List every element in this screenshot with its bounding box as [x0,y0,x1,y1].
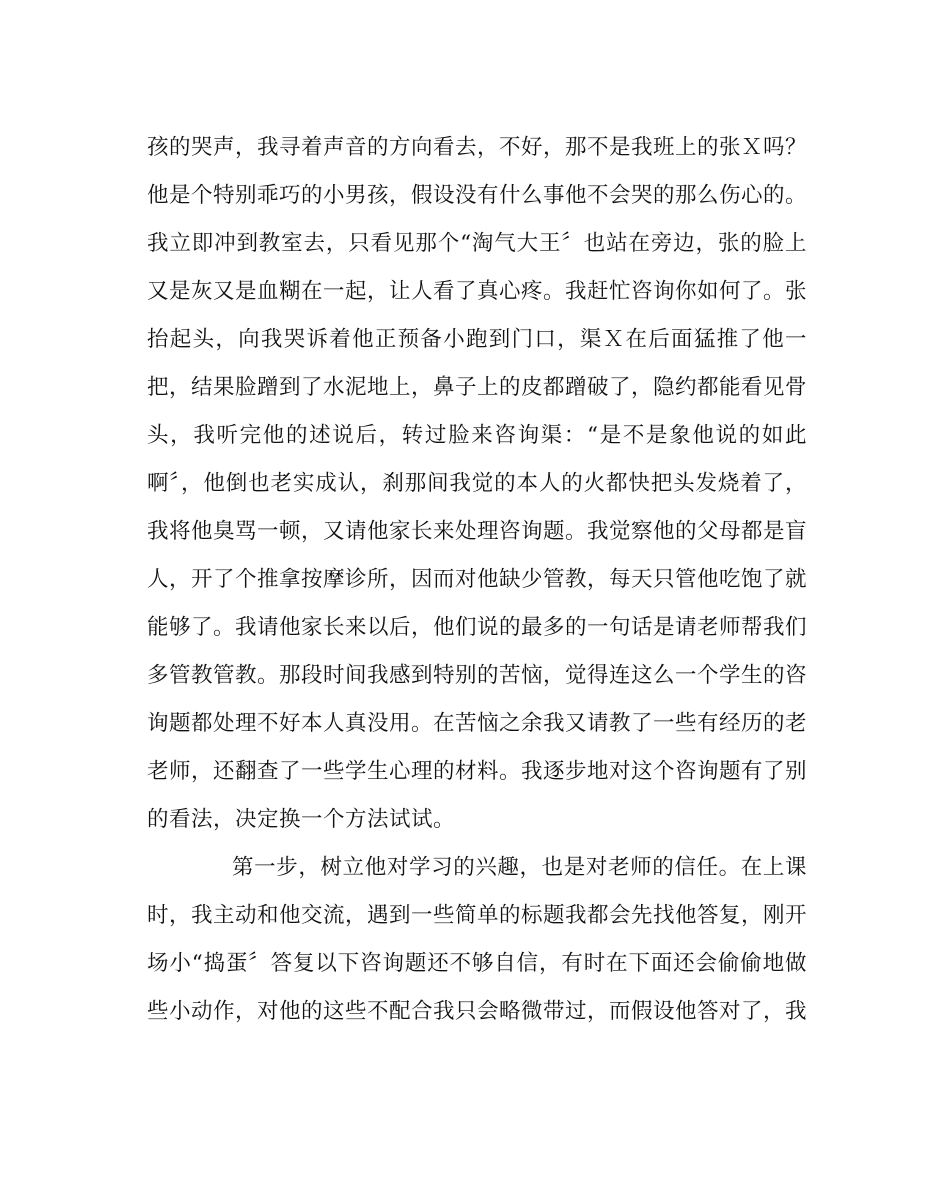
text-line: 能够了。我请他家长来以后，他们说的最多的一句话是请老师帮我们 [147,615,808,640]
text-line: 抬起头，向我哭诉着他正预备小跑到门口，渠Ｘ在后面猛推了他一 [147,327,807,352]
text-line: 的看法，决定换一个方法试试。 [147,807,456,832]
text-line: 孩的哭声，我寻着声音的方向看去，不好，那不是我班上的张Ｘ吗？ [147,135,808,160]
text-line: 第一步，树立他对学习的兴趣，也是对老师的信任。在上课 [232,855,807,880]
text-line: 些小动作，对他的这些不配合我只会略微带过，而假设他答对了，我 [147,999,808,1024]
text-line: 把，结果脸蹭到了水泥地上，鼻子上的皮都蹭破了，隐约都能看见骨 [147,375,808,400]
text-line: 啊〞，他倒也老实成认，刹那间我觉的本人的火都快把头发烧着了， [147,471,807,496]
text-line: 人，开了个推拿按摩诊所，因而对他缺少管教，每天只管他吃饱了就 [147,567,808,592]
text-line: 询题都处理不好本人真没用。在苦恼之余我又请教了一些有经历的老 [147,711,808,736]
text-line: 又是灰又是血糊在一起，让人看了真心疼。我赶忙咨询你如何了。张 [147,279,808,304]
text-line: 多管教管教。那段时间我感到特别的苦恼，觉得连这么一个学生的咨 [147,663,808,688]
text-line: 老师，还翻查了一些学生心理的材料。我逐步地对这个咨询题有了别 [147,759,808,784]
text-line: 时，我主动和他交流，遇到一些简单的标题我都会先找他答复，刚开 [147,903,808,928]
text-line: 我立即冲到教室去，只看见那个“淘气大王〞也站在旁边，张的脸上 [147,231,807,256]
text-line: 头，我听完他的述说后，转过脸来咨询渠：“是不是象他说的如此 [147,423,807,448]
text-line: 场小“捣蛋〞答复以下咨询题还不够自信，有时在下面还会偷偷地做 [147,951,807,976]
text-line: 他是个特别乖巧的小男孩，假设没有什么事他不会哭的那么伤心的。 [147,183,808,208]
text-line: 我将他臭骂一顿，又请他家长来处理咨询题。我觉察他的父母都是盲 [147,519,808,544]
